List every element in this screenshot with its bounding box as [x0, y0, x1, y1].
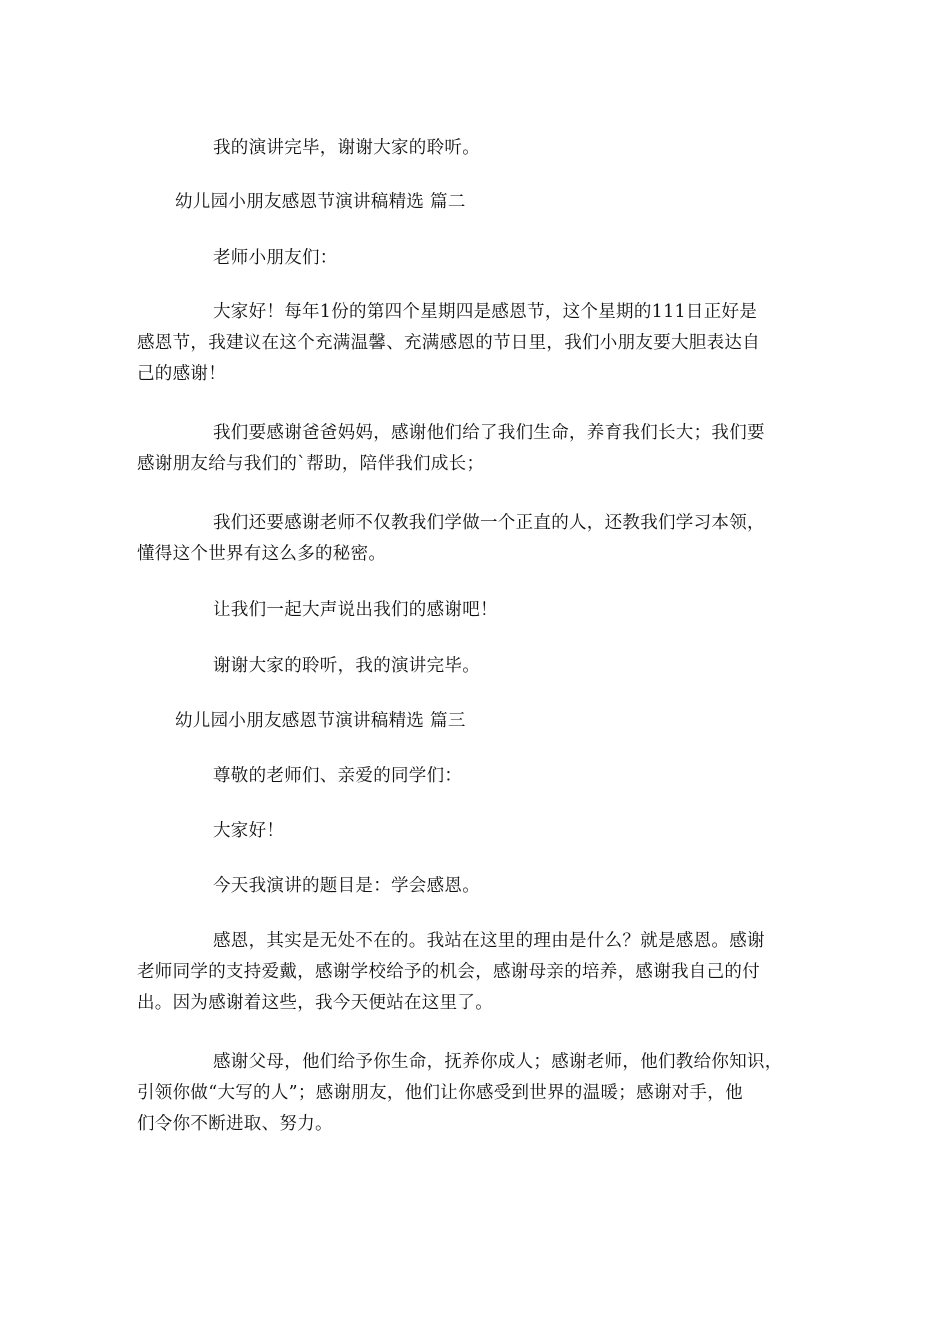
section-heading-2: [137, 187, 817, 218]
body-paragraph: [137, 418, 817, 480]
text-line: 我们要感谢爸爸妈妈，感谢他们给了我们生命，养育我们长大；我们要: [213, 423, 765, 443]
closing-line-1: [137, 133, 817, 164]
text-line: 幼儿园小朋友感恩节演讲稿精选 篇二: [175, 192, 466, 212]
text-line: 己的感谢！: [137, 364, 226, 384]
closing-line-2: [137, 651, 817, 682]
text-line: 我的演讲完毕，谢谢大家的聆听。: [213, 138, 480, 158]
text-line: 老师同学的支持爱戴，感谢学校给予的机会，感谢母亲的培养，感谢我自己的付: [137, 962, 760, 982]
text-line: 让我们一起大声说出我们的感谢吧！: [213, 600, 498, 620]
text-line: 感谢父母，他们给予你生命，抚养你成人；感谢老师，他们教给你知识，: [213, 1052, 783, 1072]
text-line: 幼儿园小朋友感恩节演讲稿精选 篇三: [175, 711, 466, 731]
body-paragraph: [137, 1047, 817, 1140]
text-line: 谢谢大家的聆听，我的演讲完毕。: [213, 656, 480, 676]
text-line: 尊敬的老师们、亲爱的同学们：: [213, 766, 463, 786]
text-line: 们令你不断进取、努力。: [137, 1114, 333, 1134]
body-paragraph: [137, 297, 817, 390]
section-heading-3: [137, 706, 817, 737]
text-line: 感恩节，我建议在这个充满温馨、充满感恩的节日里，我们小朋友要大胆表达自: [137, 333, 760, 353]
body-paragraph: [137, 508, 817, 570]
text-line: 懂得这个世界有这么多的秘密。: [137, 544, 387, 564]
greeting: [137, 816, 817, 847]
text-line: 大家好！: [213, 821, 285, 841]
text-line: 大家好！每年1份的第四个星期四是感恩节，这个星期的111日正好是: [213, 302, 758, 322]
body-paragraph: [137, 595, 817, 626]
salutation-3: [137, 761, 817, 792]
body-paragraph: [137, 926, 817, 1019]
text-line: 感恩，其实是无处不在的。我站在这里的理由是什么？就是感恩。感谢: [213, 931, 765, 951]
speech-topic: [137, 871, 817, 902]
text-line: 老师小朋友们：: [213, 248, 338, 268]
text-line: 感谢朋友给与我们的`帮助，陪伴我们成长；: [137, 454, 485, 474]
salutation-2: [137, 243, 817, 274]
text-line: 引领你做“大写的人”；感谢朋友，他们让你感受到世界的温暖；感谢对手，他: [137, 1083, 743, 1103]
text-line: 我们还要感谢老师不仅教我们学做一个正直的人，还教我们学习本领，: [213, 513, 765, 533]
text-line: 今天我演讲的题目是：学会感恩。: [213, 876, 480, 896]
text-line: 出。因为感谢着这些，我今天便站在这里了。: [137, 993, 493, 1013]
